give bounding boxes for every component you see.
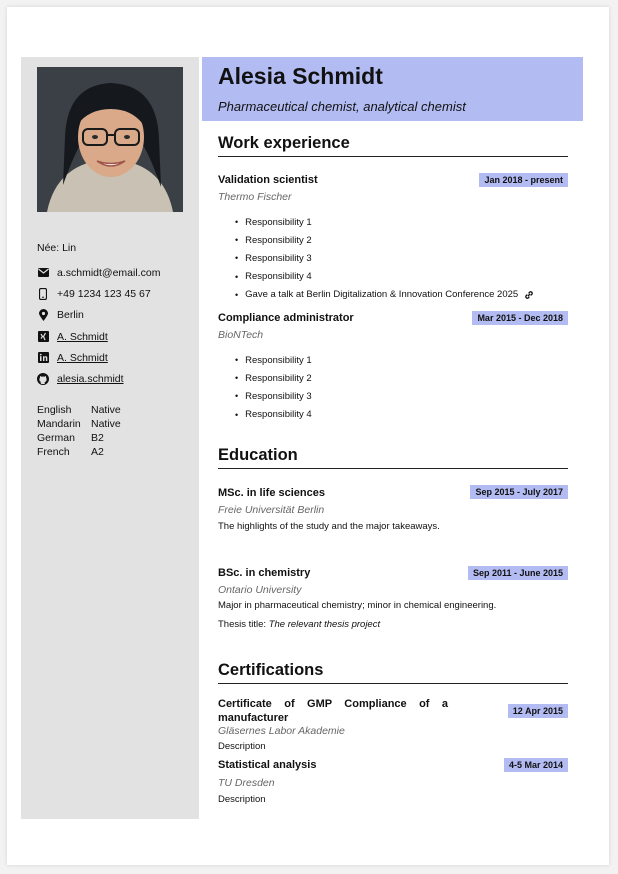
job-org: BioNTech bbox=[218, 329, 264, 341]
linkedin-link[interactable]: A. Schmidt bbox=[57, 351, 108, 364]
job-bullets bbox=[235, 213, 534, 304]
certification-desc: Description bbox=[218, 794, 266, 805]
language-list bbox=[37, 404, 121, 460]
person-name: Alesia Schmidt bbox=[218, 63, 383, 89]
certification-title: Statistical analysis bbox=[218, 759, 317, 771]
list-item: • Responsibility 1 bbox=[235, 351, 312, 369]
list-item: • Responsibility 3 bbox=[235, 249, 534, 267]
github-link[interactable]: alesia.schmidt bbox=[57, 373, 124, 386]
talk-text: • Gave a talk at Berlin Digitalization & Innovation Conference 2025 bbox=[245, 289, 519, 301]
list-item: • Responsibility 2 bbox=[235, 369, 312, 387]
language-name: French bbox=[37, 446, 70, 458]
education-desc: Major in pharmaceutical chemistry; minor in chemical engineering. bbox=[218, 600, 497, 611]
location-text: Berlin bbox=[57, 309, 84, 322]
job-date-badge: Jan 2018 - present bbox=[479, 173, 568, 187]
education-date-badge: Sep 2015 - July 2017 bbox=[470, 485, 568, 499]
thesis-line bbox=[218, 619, 380, 630]
language-name: English bbox=[37, 404, 72, 416]
section-title-education: Education bbox=[218, 446, 568, 469]
linkedin-icon bbox=[37, 352, 49, 364]
education-org: Ontario University bbox=[218, 584, 302, 596]
language-name: German bbox=[37, 432, 75, 444]
list-item: • Responsibility 2 bbox=[235, 231, 534, 249]
certification-title: Certificate of GMP Compliance of a manufacturer bbox=[218, 698, 448, 724]
language-name: Mandarin bbox=[37, 418, 81, 430]
portrait-illustration bbox=[37, 67, 183, 212]
list-item: • Responsibility 4 bbox=[235, 406, 312, 424]
education-desc: The highlights of the study and the major takeaways. bbox=[218, 521, 440, 532]
language-level: Native bbox=[91, 418, 121, 430]
sidebar bbox=[21, 57, 199, 819]
certification-org: Gläsernes Labor Akademie bbox=[218, 725, 345, 737]
job-bullets bbox=[235, 351, 312, 424]
email-text: a.schmidt@email.com bbox=[57, 266, 161, 279]
contact-location bbox=[37, 305, 160, 326]
xing-icon bbox=[37, 331, 49, 343]
profile-photo bbox=[37, 67, 183, 212]
phone-text: +49 1234 123 45 67 bbox=[57, 287, 151, 300]
education-org: Freie Universität Berlin bbox=[218, 504, 325, 516]
thesis-label: Thesis title: bbox=[218, 619, 269, 630]
location-pin-icon bbox=[37, 309, 49, 321]
thesis-title: The relevant thesis project bbox=[268, 619, 381, 630]
language-row bbox=[37, 404, 121, 418]
contact-email[interactable] bbox=[37, 262, 160, 283]
link-icon[interactable] bbox=[524, 290, 534, 300]
certification-date-badge: 12 Apr 2015 bbox=[508, 704, 568, 718]
github-icon bbox=[37, 373, 49, 385]
education-date-badge: Sep 2011 - June 2015 bbox=[468, 566, 568, 580]
certification-date-badge: 4-5 Mar 2014 bbox=[504, 758, 568, 772]
list-item: • Responsibility 3 bbox=[235, 387, 312, 405]
education-title: MSc. in life sciences bbox=[218, 487, 325, 499]
certification-org: TU Dresden bbox=[218, 777, 275, 789]
contact-phone[interactable] bbox=[37, 283, 160, 304]
language-row bbox=[37, 418, 121, 432]
certification-desc: Description bbox=[218, 741, 266, 752]
education-title: BSc. in chemistry bbox=[218, 567, 311, 579]
person-subtitle: Pharmaceutical chemist, analytical chemist bbox=[218, 99, 466, 114]
header-box bbox=[202, 57, 583, 121]
cv-page bbox=[7, 7, 609, 865]
contact-github[interactable] bbox=[37, 368, 160, 389]
xing-link[interactable]: A. Schmidt bbox=[57, 330, 108, 343]
job-date-badge: Mar 2015 - Dec 2018 bbox=[472, 311, 568, 325]
section-title-certifications: Certifications bbox=[218, 661, 568, 684]
job-org: Thermo Fischer bbox=[218, 191, 292, 203]
birth-name: Née: Lin bbox=[37, 242, 77, 254]
language-level: B2 bbox=[91, 432, 104, 444]
section-title-work: Work experience bbox=[218, 134, 568, 157]
contact-xing[interactable] bbox=[37, 326, 160, 347]
contact-linkedin[interactable] bbox=[37, 347, 160, 368]
list-item bbox=[235, 286, 534, 304]
job-title: Compliance administrator bbox=[218, 312, 354, 324]
envelope-icon bbox=[37, 267, 49, 279]
contact-list bbox=[37, 262, 160, 390]
mobile-phone-icon bbox=[37, 288, 49, 300]
language-row bbox=[37, 432, 121, 446]
language-level: Native bbox=[91, 404, 121, 416]
language-level: A2 bbox=[91, 446, 104, 458]
language-row bbox=[37, 446, 121, 460]
job-title: Validation scientist bbox=[218, 174, 318, 186]
list-item: • Responsibility 1 bbox=[235, 213, 534, 231]
list-item: • Responsibility 4 bbox=[235, 268, 534, 286]
